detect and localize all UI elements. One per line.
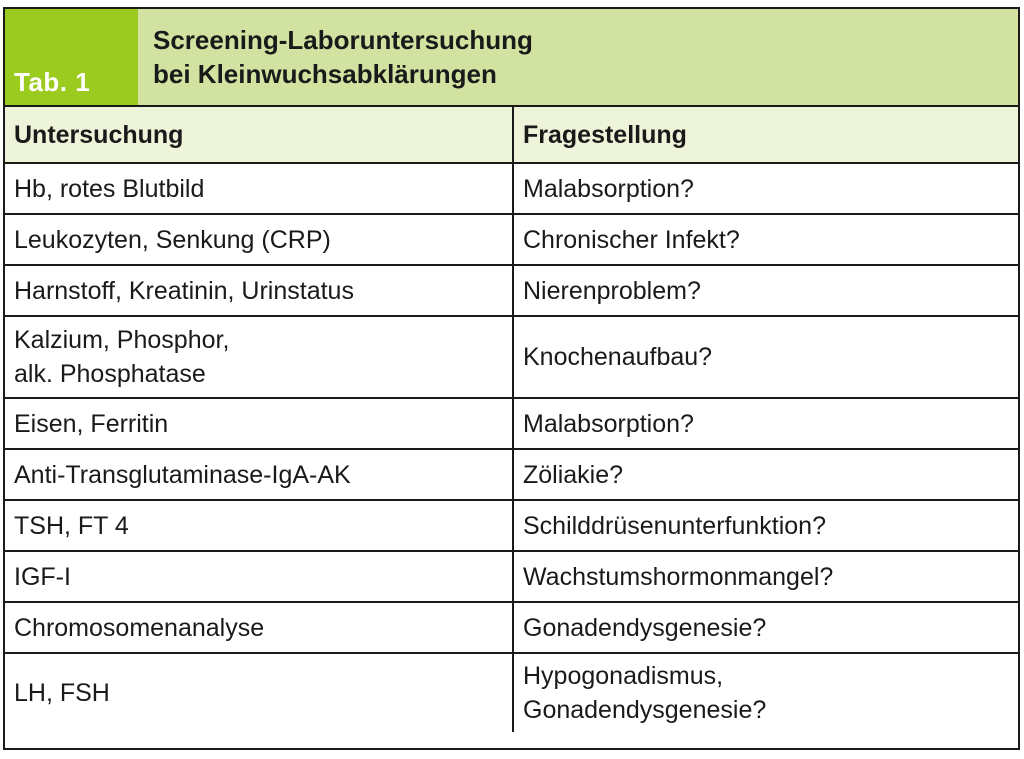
- column-header-row: [5, 106, 1018, 163]
- cell-untersuchung: [5, 500, 513, 551]
- cell-line: Harnstoff, Kreatinin, Urinstatus: [14, 276, 354, 305]
- table-header: [5, 9, 1018, 105]
- table-row: [5, 163, 1018, 214]
- cell-line: Anti-Transglutaminase-IgA-AK: [14, 460, 351, 489]
- table-row: [5, 653, 1018, 732]
- table-row: [5, 214, 1018, 265]
- table-row: [5, 500, 1018, 551]
- cell-line: Schilddrüsenunterfunktion?: [523, 511, 826, 540]
- title-line-1: Screening-Laboruntersuchung: [153, 25, 533, 55]
- cell-fragestellung: [513, 214, 1018, 265]
- table-row: [5, 316, 1018, 398]
- cell-untersuchung: [5, 602, 513, 653]
- cell-untersuchung: [5, 398, 513, 449]
- cell-line: Leukozyten, Senkung (CRP): [14, 225, 331, 254]
- cell-untersuchung: [5, 163, 513, 214]
- table-title: [153, 23, 533, 91]
- cell-fragestellung: [513, 602, 1018, 653]
- cell-fragestellung: [513, 316, 1018, 398]
- cell-line: IGF-I: [14, 562, 71, 591]
- screening-table: [5, 105, 1018, 732]
- cell-line: Knochenaufbau?: [523, 343, 713, 371]
- cell-line: Gonadendysgenesie?: [523, 613, 767, 642]
- table-row: [5, 602, 1018, 653]
- cell-untersuchung: [5, 449, 513, 500]
- cell-line: Zöliakie?: [523, 460, 624, 489]
- cell-line: Malabsorption?: [523, 409, 694, 438]
- cell-untersuchung: [5, 316, 513, 398]
- cell-untersuchung: [5, 653, 513, 732]
- table-body: [5, 163, 1018, 732]
- cell-line: Chronischer Infekt?: [523, 225, 740, 254]
- cell-line: Kalzium, Phosphor,: [14, 326, 230, 354]
- cell-untersuchung: [5, 265, 513, 316]
- cell-line: TSH, FT 4: [14, 511, 129, 540]
- table-row: [5, 398, 1018, 449]
- cell-line: Gonadendysgenesie?: [523, 696, 767, 724]
- cell-untersuchung: [5, 551, 513, 602]
- table-row: [5, 265, 1018, 316]
- cell-line: Hypogonadismus,: [523, 662, 724, 690]
- cell-line: Nierenproblem?: [523, 276, 701, 305]
- cell-line: LH, FSH: [14, 679, 110, 707]
- cell-untersuchung: [5, 214, 513, 265]
- column-header-fragestellung: Fragestellung: [513, 106, 1018, 163]
- tab-badge: [5, 9, 138, 105]
- cell-line: Hb, rotes Blutbild: [14, 174, 205, 203]
- table-row: [5, 449, 1018, 500]
- table-frame: [3, 7, 1020, 750]
- cell-fragestellung: [513, 500, 1018, 551]
- cell-line: alk. Phosphatase: [14, 360, 206, 388]
- table-row: [5, 551, 1018, 602]
- cell-fragestellung: [513, 449, 1018, 500]
- title-line-2: bei Kleinwuchsabklärungen: [153, 59, 497, 89]
- tab-label: Tab. 1: [14, 67, 91, 97]
- cell-line: Wachstumshormonmangel?: [523, 562, 834, 591]
- cell-fragestellung: [513, 653, 1018, 732]
- cell-fragestellung: [513, 265, 1018, 316]
- column-header-untersuchung: Untersuchung: [5, 106, 513, 163]
- cell-fragestellung: [513, 551, 1018, 602]
- cell-line: Chromosomenanalyse: [14, 613, 265, 642]
- cell-fragestellung: [513, 398, 1018, 449]
- cell-fragestellung: [513, 163, 1018, 214]
- cell-line: Eisen, Ferritin: [14, 409, 169, 438]
- cell-line: Malabsorption?: [523, 174, 694, 203]
